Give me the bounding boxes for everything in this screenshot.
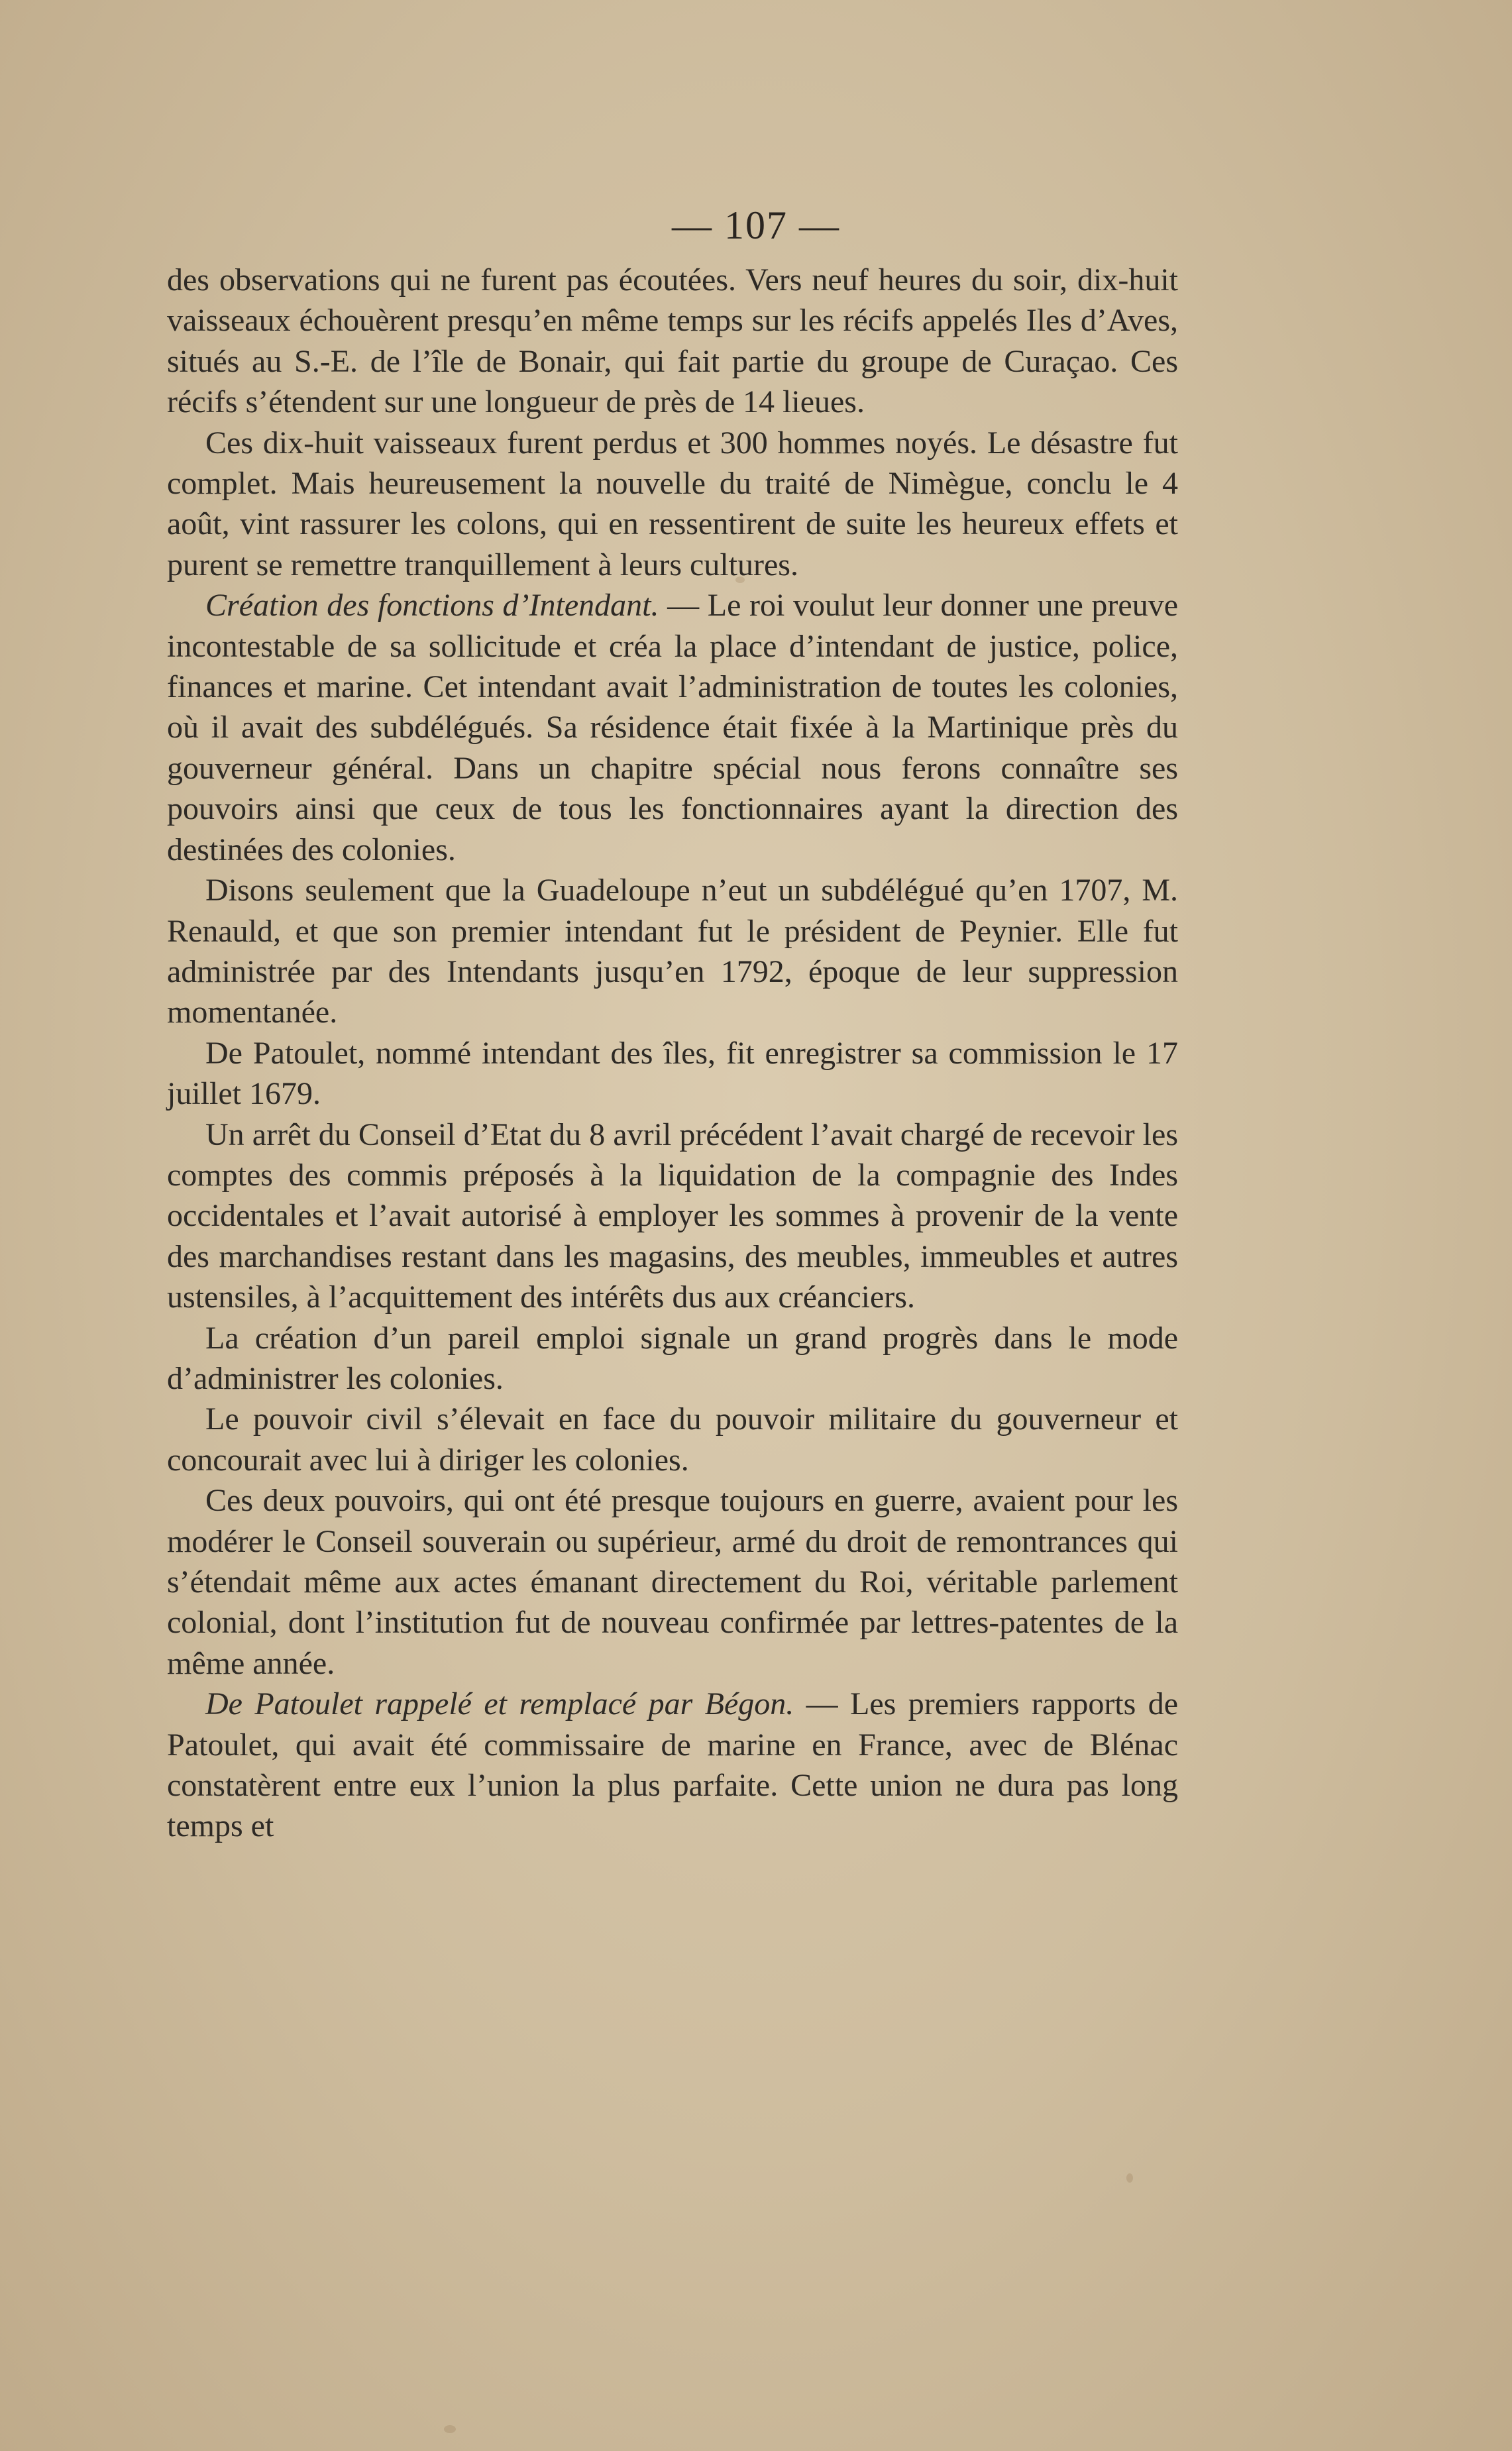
paragraph xyxy=(167,1399,1178,1480)
paragraph-text: — Le roi voulut leur donner une preuve incontestable de sa sollicitude et créa la place d’intendant de justice, police, finances et marine. Cet intendant avait l’administration de toutes les colonies, où il avait des subdélégués. Sa résidence était fixée à la Martinique près du gouverneur général. Dans un chapitre spécial nous ferons connaître ses pouvoirs ainsi que ceux de tous les fonctionnaires ayant la direction des destinées des colonies. xyxy=(167,588,1178,867)
paper-stain xyxy=(444,2425,456,2433)
paragraph-text: La création d’un pareil emploi signale un grand progrès dans le mode d’administrer les colonies. xyxy=(167,1320,1178,1396)
paragraph xyxy=(167,1480,1178,1684)
paragraph-text: des observations qui ne furent pas écoutées. Vers neuf heures du soir, dix-huit vaisseaux échouèrent presqu’en même temps sur les récifs appelés Iles d’Aves, situés au S.-E. de l’île de Bonair, qui fait partie du groupe de Curaçao. Ces récifs s’étendent sur une longueur de près de 14 lieues. xyxy=(167,262,1178,420)
paragraph xyxy=(167,1318,1178,1399)
page-number: — 107 — xyxy=(672,203,840,247)
paragraph xyxy=(167,1115,1178,1318)
paragraph xyxy=(167,870,1178,1033)
section-heading: De Patoulet rappelé et remplacé par Bégon. xyxy=(205,1686,794,1722)
paragraph xyxy=(167,585,1178,870)
paragraph-text: Le pouvoir civil s’élevait en face du pouvoir militaire du gouverneur et concourait avec lui à diriger les colonies. xyxy=(167,1401,1178,1478)
paragraph-text: De Patoulet, nommé intendant des îles, fit enregistrer sa commission le 17 juillet 1679. xyxy=(167,1035,1178,1112)
paragraph-text: Ces dix-huit vaisseaux furent perdus et 300 hommes noyés. Le désastre fut complet. Mais heureusement la nouvelle du traité de Nimègue, conclu le 4 août, vint rassurer les colons, qui en ressentirent de suite les heureux effets et purent se remettre tranquillement à leurs cultures. xyxy=(167,425,1178,582)
section-heading: Création des fonctions d’Intendant. xyxy=(205,588,659,624)
paragraph xyxy=(167,260,1178,423)
paragraph xyxy=(167,423,1178,586)
paragraph-text: Ces deux pouvoirs, qui ont été presque toujours en guerre, avaient pour les modérer le Conseil souverain ou supérieur, armé du droit de remontrances qui s’étendait même aux actes émanant directement du Roi, véritable parlement colonial, dont l’institution fut de nouveau confirmée par lettres-patentes de la même année. xyxy=(167,1483,1178,1681)
body-text xyxy=(167,260,1178,1847)
paragraph xyxy=(167,1684,1178,1847)
paragraph-text: Disons seulement que la Guadeloupe n’eut un subdélégué qu’en 1707, M. Renauld, et que son premier intendant fut le président de Peynier. Elle fut administrée par des Intendants jusqu’en 1792, époque de leur suppression momentanée. xyxy=(167,873,1178,1030)
paper-stain xyxy=(1126,2173,1133,2183)
paragraph xyxy=(167,1033,1178,1115)
paragraph-text: — Les premiers rapports de Patoulet, qui avait été commissaire de marine en France, avec de Blénac constatèrent entre eux l’union la plus parfaite. Cette union ne dura pas long temps et xyxy=(167,1686,1179,1844)
paragraph-text: Un arrêt du Conseil d’Etat du 8 avril précédent l’avait chargé de recevoir les comptes des commis préposés à la liquidation de la compagnie des Indes occidentales et l’avait autorisé à employer les sommes à provenir de la vente des marchandises restant dans les magasins, des meubles, immeubles et autres ustensiles, à l’acquittement des intérêts dus aux créanciers. xyxy=(167,1117,1178,1315)
